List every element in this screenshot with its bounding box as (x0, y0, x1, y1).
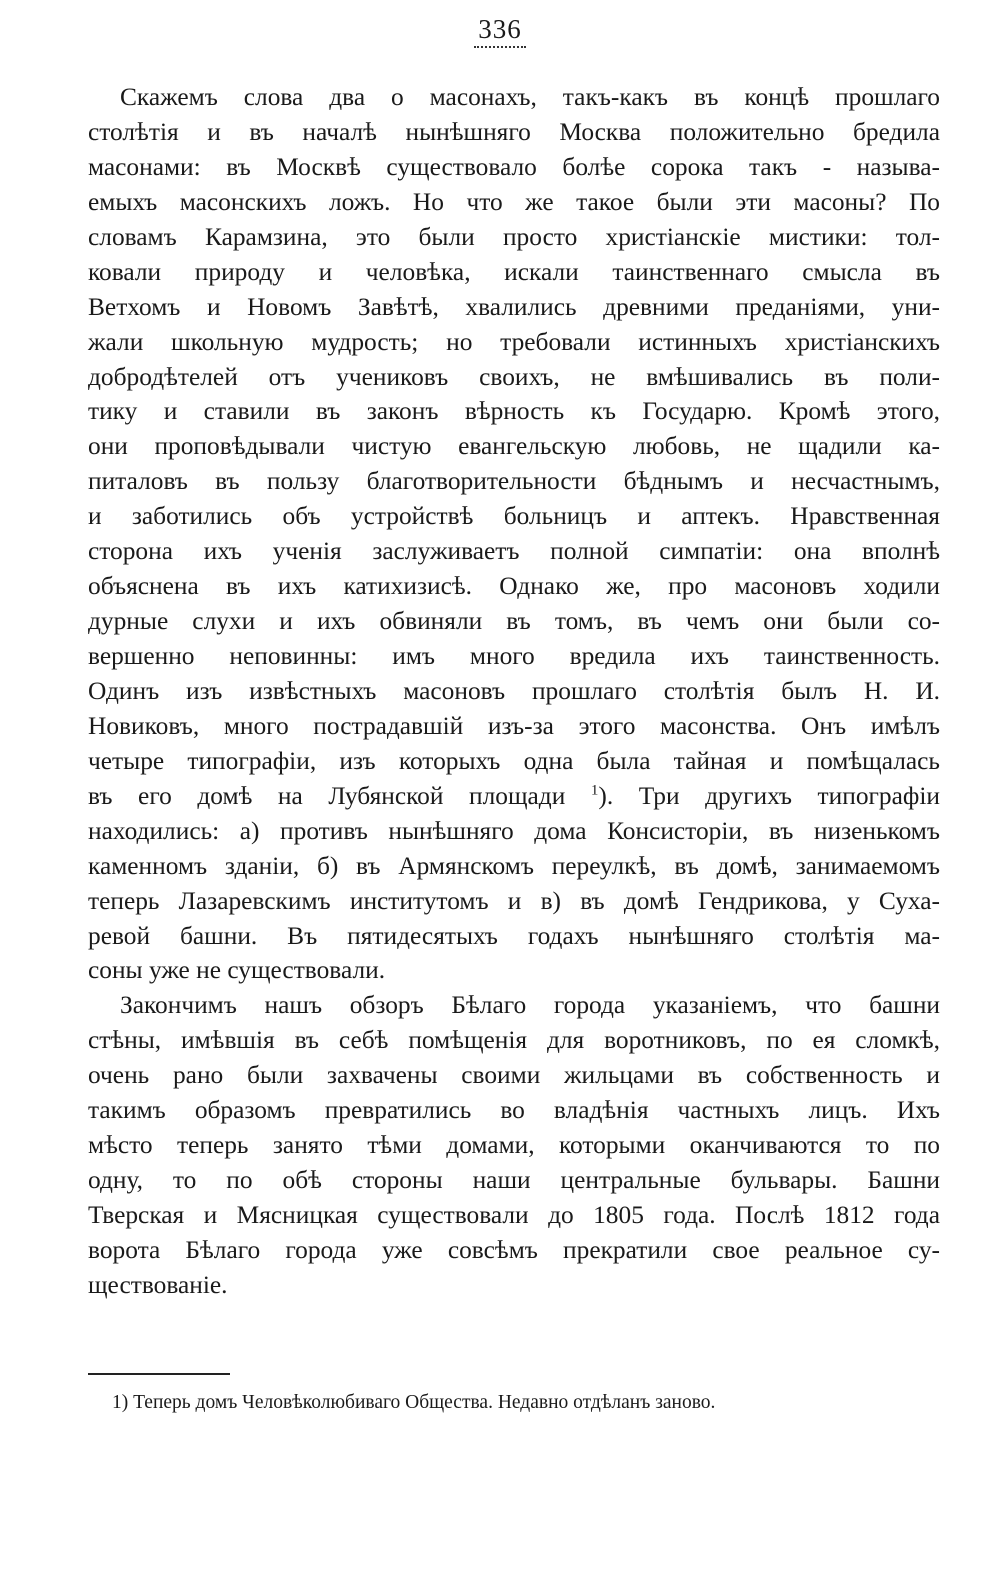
text-line: такимъ образомъ превратились во владѣнія частныхъ лицъ. Ихъ (88, 1096, 940, 1125)
text-line: теперь Лазаревскимъ институтомъ и в) въ домѣ Гендрикова, у Суха- (88, 886, 940, 915)
text-line: ворота Бѣлаго города уже совсѣмъ прекратили свое реальное су- (88, 1235, 940, 1264)
text-line: сторона ихъ ученія заслуживаетъ полной симпатіи: она вполнѣ (88, 537, 940, 566)
text-line (88, 779, 940, 814)
footnote-reference: 1 (590, 782, 599, 799)
text-line: емыхъ масонскихъ ложъ. Но что же такое были эти масоны? По (88, 187, 940, 216)
text-line: масонами: въ Москвѣ существовало болѣе сорока такъ - называ- (88, 152, 940, 181)
paragraph (88, 80, 940, 988)
text-line: четыре типографіи, изъ которыхъ одна была тайная и помѣщалась (88, 746, 940, 775)
footnote: 1) Теперь домъ Человѣколюбиваго Общества. Недавно отдѣланъ заново. (112, 1392, 716, 1413)
text-segment: въ его домѣ на Лубянской площади (88, 781, 566, 810)
text-line: Закончимъ нашъ обзоръ Бѣлаго города указаніемъ, что башни (120, 991, 940, 1020)
text-line: находились: а) противъ нынѣшняго дома Консисторіи, въ низенькомъ (88, 816, 940, 845)
text-line: вершенно неповинны: имъ много вредила ихъ таинственность. (88, 642, 940, 670)
text-line: словамъ Карамзина, это были просто христіанскіе мистики: тол- (88, 222, 940, 251)
text-line: и заботились объ устройствѣ больницъ и аптекъ. Нравственная (88, 502, 940, 531)
body-text (88, 80, 940, 1303)
text-line: они проповѣдывали чистую евангельскую любовь, не щадили ка- (88, 432, 940, 461)
text-line: столѣтія и въ началѣ нынѣшняго Москва положительно бредила (88, 117, 940, 146)
text-line: жали школьную мудрость; но требовали истинныхъ христіанскихъ (88, 327, 940, 356)
text-line: Ветхомъ и Новомъ Завѣтѣ, хвалились древними преданіями, уни- (88, 292, 940, 321)
text-line: Одинъ изъ извѣстныхъ масоновъ прошлаго столѣтія былъ Н. И. (88, 676, 940, 705)
text-line: очень рано были захвачены своими жильцами въ собственность и (88, 1061, 940, 1090)
text-segment: ). Три другихъ типографіи (598, 781, 940, 810)
text-line: стѣны, имѣвшія въ себѣ помѣщенія для воротниковъ, по ея сломкѣ, (88, 1026, 940, 1055)
text-line: соны уже не существовали. (88, 956, 386, 985)
text-line: Новиковъ, много пострадавшій изъ-за этого масонства. Онъ имѣлъ (88, 711, 940, 740)
page-number (0, 14, 1000, 48)
text-line: ковали природу и человѣка, искали таинственнаго смысла въ (88, 257, 940, 286)
text-line: одну, то по обѣ стороны наши центральные бульвары. Башни (88, 1166, 940, 1195)
text-line: тику и ставили въ законъ вѣрность къ Государю. Кромѣ этого, (88, 397, 940, 426)
text-line: добродѣтелей отъ учениковъ своихъ, не вмѣшивались въ поли- (88, 362, 940, 391)
text-line: питаловъ въ пользу благотворительности бѣднымъ и несчастнымъ, (88, 467, 940, 496)
text-line: дурные слухи и ихъ обвиняли въ томъ, въ чемъ они были со- (88, 607, 940, 636)
footnote-divider (88, 1373, 230, 1375)
text-line: объяснена въ ихъ катихизисѣ. Однако же, про масоновъ ходили (88, 572, 940, 601)
paragraph (88, 988, 940, 1302)
text-line: ществованіе. (88, 1270, 228, 1299)
text-line: Тверская и Мясницкая существовали до 1805 года. Послѣ 1812 года (88, 1201, 940, 1229)
text-line: Скажемъ слова два о масонахъ, такъ-какъ въ концѣ прошлаго (120, 83, 940, 111)
page-number-label: 336 (474, 14, 526, 48)
text-line: ревой башни. Въ пятидесятыхъ годахъ нынѣшняго столѣтія ма- (88, 921, 940, 950)
text-line: каменномъ зданіи, б) въ Армянскомъ переулкѣ, въ домѣ, занимаемомъ (88, 851, 940, 880)
text-line: мѣсто теперь занято тѣми домами, которыми оканчиваются то по (88, 1131, 940, 1160)
